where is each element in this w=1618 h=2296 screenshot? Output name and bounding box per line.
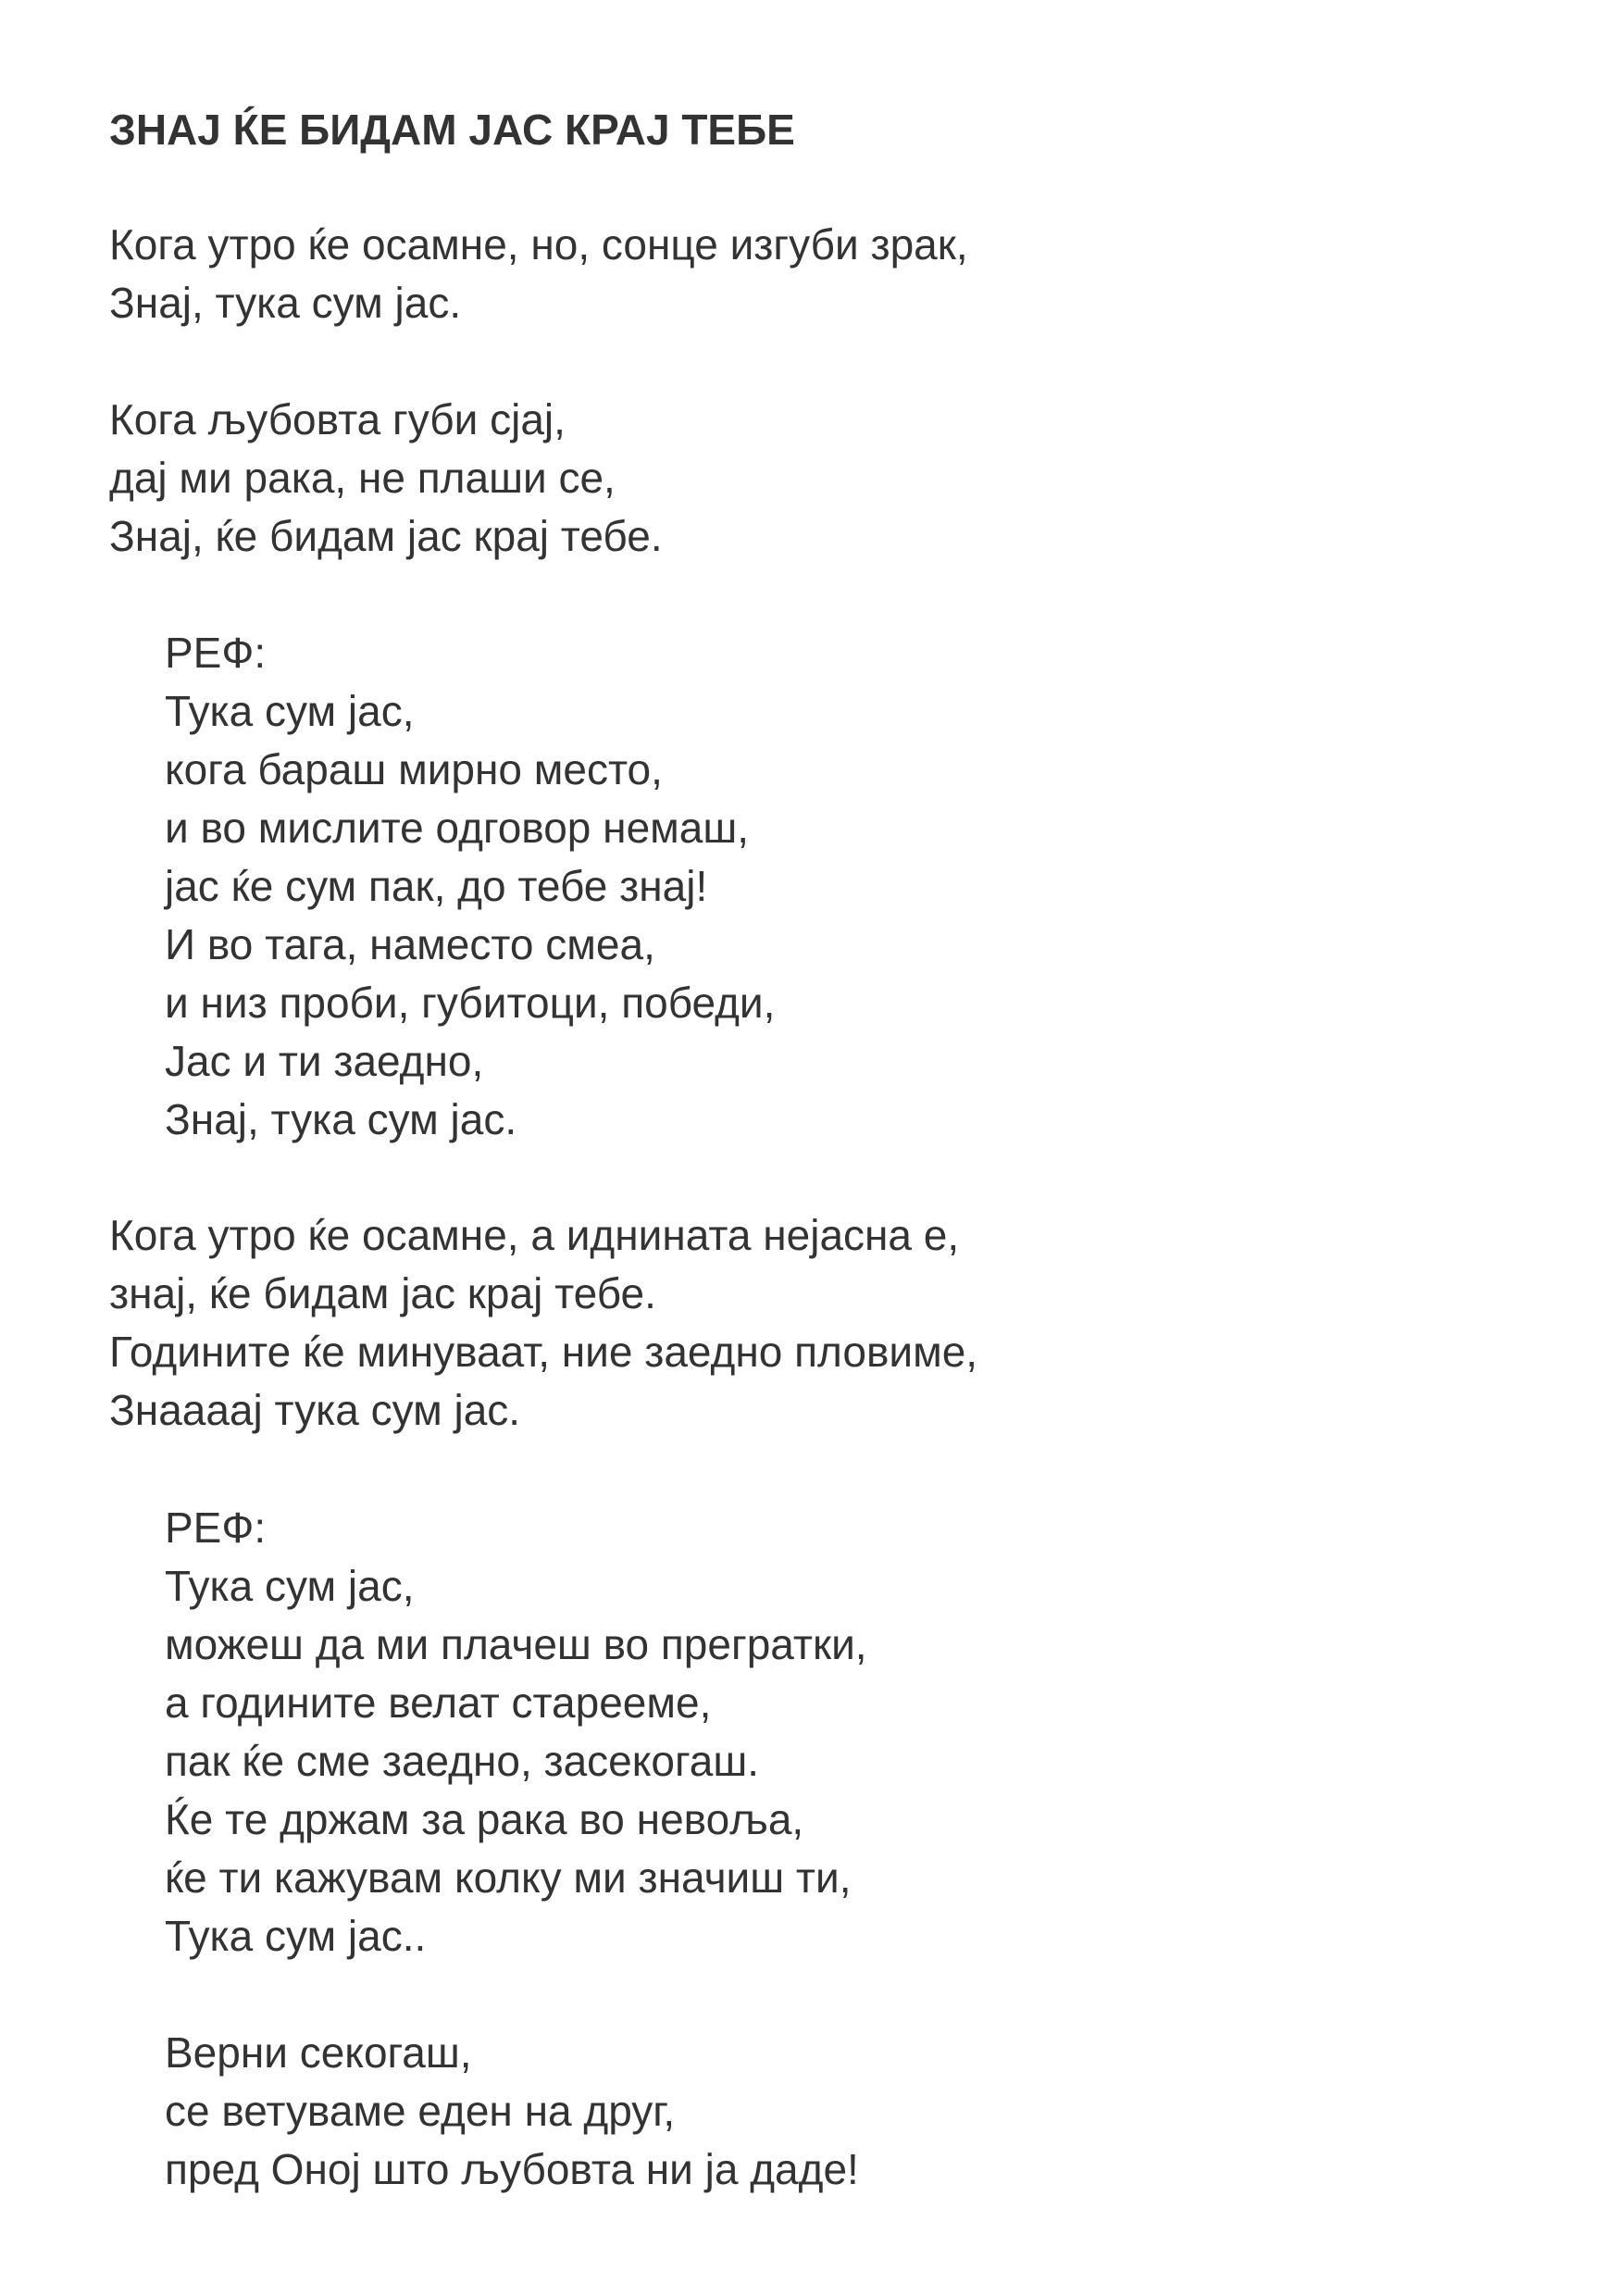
refrain-label: РЕФ: (165, 629, 267, 677)
lyric-line: Тука сум јас, (165, 1562, 415, 1610)
lyric-line: И во тага, наместо смеа, (165, 920, 655, 968)
lyric-line: Ќе те држам за рака во невоља, (165, 1795, 804, 1843)
lyric-line: Кога утро ќе осамне, а иднината нејасна е, (109, 1211, 960, 1259)
lyric-line: Знај, тука сум јас. (165, 1095, 517, 1143)
lyric-line: јас ќе сум пак, до тебе знај! (165, 862, 708, 910)
stanza-refrain-1 (165, 624, 775, 1149)
lyric-line: Тука сум јас.. (165, 1912, 427, 1960)
stanza-verse-2 (109, 391, 663, 566)
lyric-line: ќе ти кажувам колку ми значиш ти, (165, 1853, 852, 1902)
lyric-line: Годините ќе минуваат, ние заедно пловиме, (109, 1328, 978, 1376)
lyric-line: се ветуваме еден на друг, (165, 2087, 676, 2135)
refrain-label: РЕФ: (165, 1504, 267, 1552)
lyric-line: пак ќе сме заедно, засекогаш. (165, 1737, 760, 1785)
stanza-bridge (165, 2024, 859, 2199)
lyric-line: и низ проби, губитоци, победи, (165, 979, 776, 1027)
lyric-line: и во мислите одговор немаш, (165, 804, 750, 852)
lyric-line: а годините велат стареeме, (165, 1678, 712, 1727)
lyric-line: Знај, ќе бидам јас крај тебе. (109, 512, 663, 560)
lyric-line: дај ми рака, не плаши се, (109, 454, 616, 502)
lyric-line: Верни секогаш, (165, 2028, 472, 2077)
lyric-line: Тука сум јас, (165, 687, 415, 735)
lyric-line: Јас и ти заедно, (165, 1037, 484, 1085)
lyric-line: Знаааај тука сум јас. (109, 1386, 521, 1434)
lyric-line: Знај, тука сум јас. (109, 279, 462, 327)
song-title: ЗНАЈ ЌЕ БИДАМ ЈАС КРАЈ ТЕБЕ (109, 106, 795, 154)
lyric-line: можеш да ми плачеш во прегратки, (165, 1620, 867, 1668)
lyric-line: знај, ќе бидам јас крај тебе. (109, 1269, 656, 1317)
stanza-verse-3 (109, 1206, 977, 1440)
lyric-line: кога бараш мирно место, (165, 745, 663, 793)
lyric-line: Кога утро ќе осамне, но, сонце изгуби зрак, (109, 220, 968, 268)
stanza-verse-1 (109, 216, 968, 332)
lyric-line: пред Оној што љубовта ни ја даде! (165, 2145, 859, 2193)
lyric-line: Кога љубовта губи сјај, (109, 395, 566, 443)
stanza-refrain-2 (165, 1499, 867, 1965)
